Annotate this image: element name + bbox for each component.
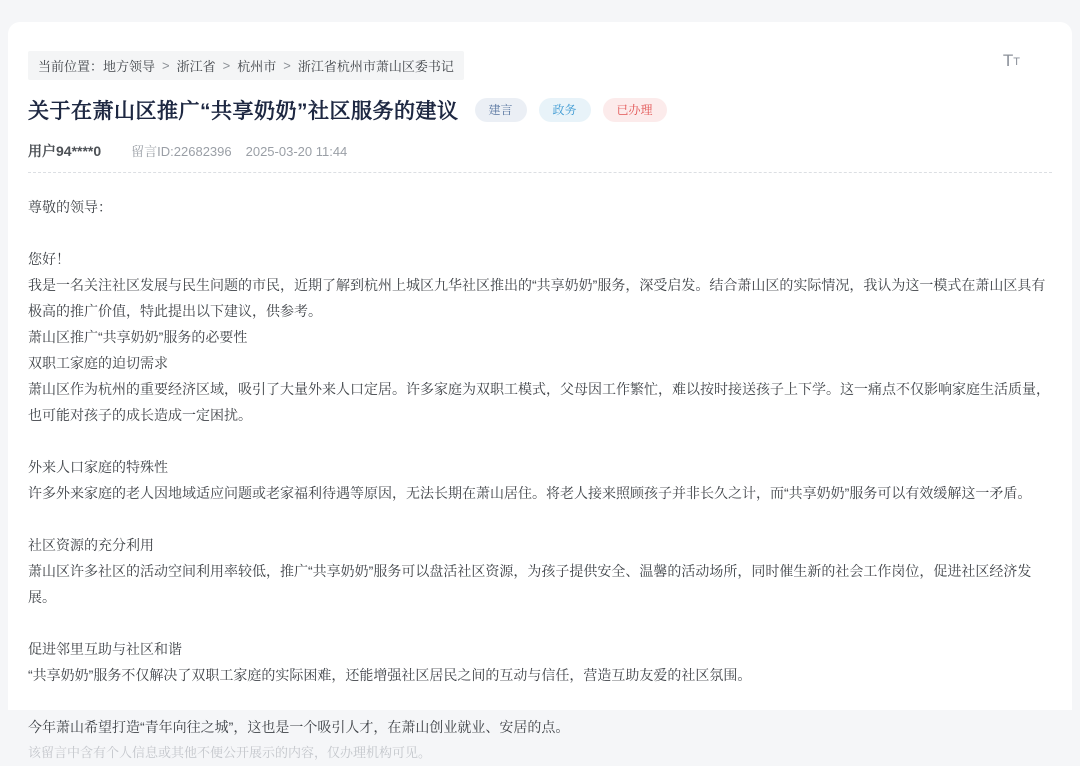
message-line bbox=[28, 220, 1052, 246]
message-line: 社区资源的充分利用 bbox=[28, 537, 154, 553]
dashed-divider bbox=[28, 172, 1052, 173]
breadcrumb-separator-icon: > bbox=[162, 58, 170, 73]
breadcrumb-item-label: 杭州市 bbox=[237, 59, 277, 74]
message-line: 许多外来家庭的老人因地域适应问题或老家福利待遇等原因，无法长期在萧山居住。将老人接来照顾孩子并非长久之计，而“共享奶奶”服务可以有效缓解这一矛盾。 bbox=[28, 485, 1032, 501]
message-line: 双职工家庭的迫切需求 bbox=[28, 355, 168, 371]
breadcrumb-item-label: 浙江省 bbox=[176, 59, 216, 74]
breadcrumb-item[interactable] bbox=[216, 56, 277, 75]
author-name: 用户94****0 bbox=[28, 143, 102, 159]
font-size-large-icon: T bbox=[1002, 51, 1014, 70]
message-line bbox=[28, 610, 1052, 636]
breadcrumb-item[interactable] bbox=[276, 56, 454, 75]
message-card bbox=[8, 22, 1072, 760]
message-id: 留言ID:22682396 bbox=[131, 144, 232, 159]
breadcrumb-separator-icon: > bbox=[283, 58, 291, 73]
message-line: “共享奶奶”服务不仅解决了双职工家庭的实际困难，还能增强社区居民之间的互动与信任，营造互助友爱的社区氛围。 bbox=[28, 667, 752, 683]
breadcrumb-item-label: 地方领导 bbox=[103, 59, 156, 74]
message-line bbox=[28, 688, 1052, 714]
meta-row bbox=[28, 141, 1052, 161]
message-line: 今年萧山希望打造“青年向往之城”，这也是一个吸引人才，在萧山创业就业、安居的点。 bbox=[28, 719, 570, 735]
breadcrumb-label: 当前位置： bbox=[38, 59, 104, 74]
message-line bbox=[28, 428, 1052, 454]
breadcrumb-separator-icon: > bbox=[222, 58, 231, 73]
breadcrumb-item-label: 浙江省杭州市萧山区委书记 bbox=[297, 59, 454, 74]
message-line: 尊敬的领导： bbox=[28, 199, 112, 215]
message-line: 萧山区作为杭州的重要经济区域，吸引了大量外来人口定居。许多家庭为双职工模式，父母因工作繁忙，难以按时接送孩子上下学。这一痛点不仅影响家庭生活质量，也可能对孩子的成长造成一定困扰。 bbox=[28, 381, 1050, 423]
message-line: 促进邻里互助与社区和谐 bbox=[28, 641, 182, 657]
message-line: 外来人口家庭的特殊性 bbox=[28, 459, 168, 475]
breadcrumb-items bbox=[103, 56, 454, 75]
status-tag: 建言 bbox=[475, 98, 527, 122]
font-size-toggle-button[interactable] bbox=[1003, 52, 1020, 69]
privacy-note: 该留言中含有个人信息或其他不便公开展示的内容，仅办理机构可见。 bbox=[28, 745, 432, 760]
status-tag: 政务 bbox=[539, 98, 591, 122]
message-line: 萧山区推广“共享奶奶”服务的必要性 bbox=[28, 329, 248, 345]
breadcrumb-item[interactable] bbox=[155, 56, 216, 75]
message-line: 您好！ bbox=[28, 251, 70, 267]
timestamp: 2025-03-20 11:44 bbox=[245, 144, 348, 159]
message-line: 我是一名关注社区发展与民生问题的市民，近期了解到杭州上城区九华社区推出的“共享奶奶”服务，深受启发。结合萧山区的实际情况，我认为这一模式在萧山区具有极高的推广价值，特此提出以下建议，供参考。 bbox=[28, 277, 1046, 319]
message-line: 萧山区许多社区的活动空间利用率较低，推广“共享奶奶”服务可以盘活社区资源，为孩子提供安全、温馨的活动场所，同时催生新的社会工作岗位，促进社区经济发展。 bbox=[28, 563, 1032, 605]
title-row bbox=[28, 95, 1052, 125]
font-size-small-icon: T bbox=[1013, 56, 1020, 68]
message-title: 关于在萧山区推广“共享奶奶”社区服务的建议 bbox=[28, 100, 459, 123]
breadcrumb bbox=[28, 51, 464, 80]
message-body bbox=[28, 194, 1052, 740]
status-tag: 已办理 bbox=[603, 98, 667, 122]
message-line bbox=[28, 506, 1052, 532]
tag-list bbox=[475, 98, 667, 122]
breadcrumb-item[interactable] bbox=[103, 56, 155, 75]
